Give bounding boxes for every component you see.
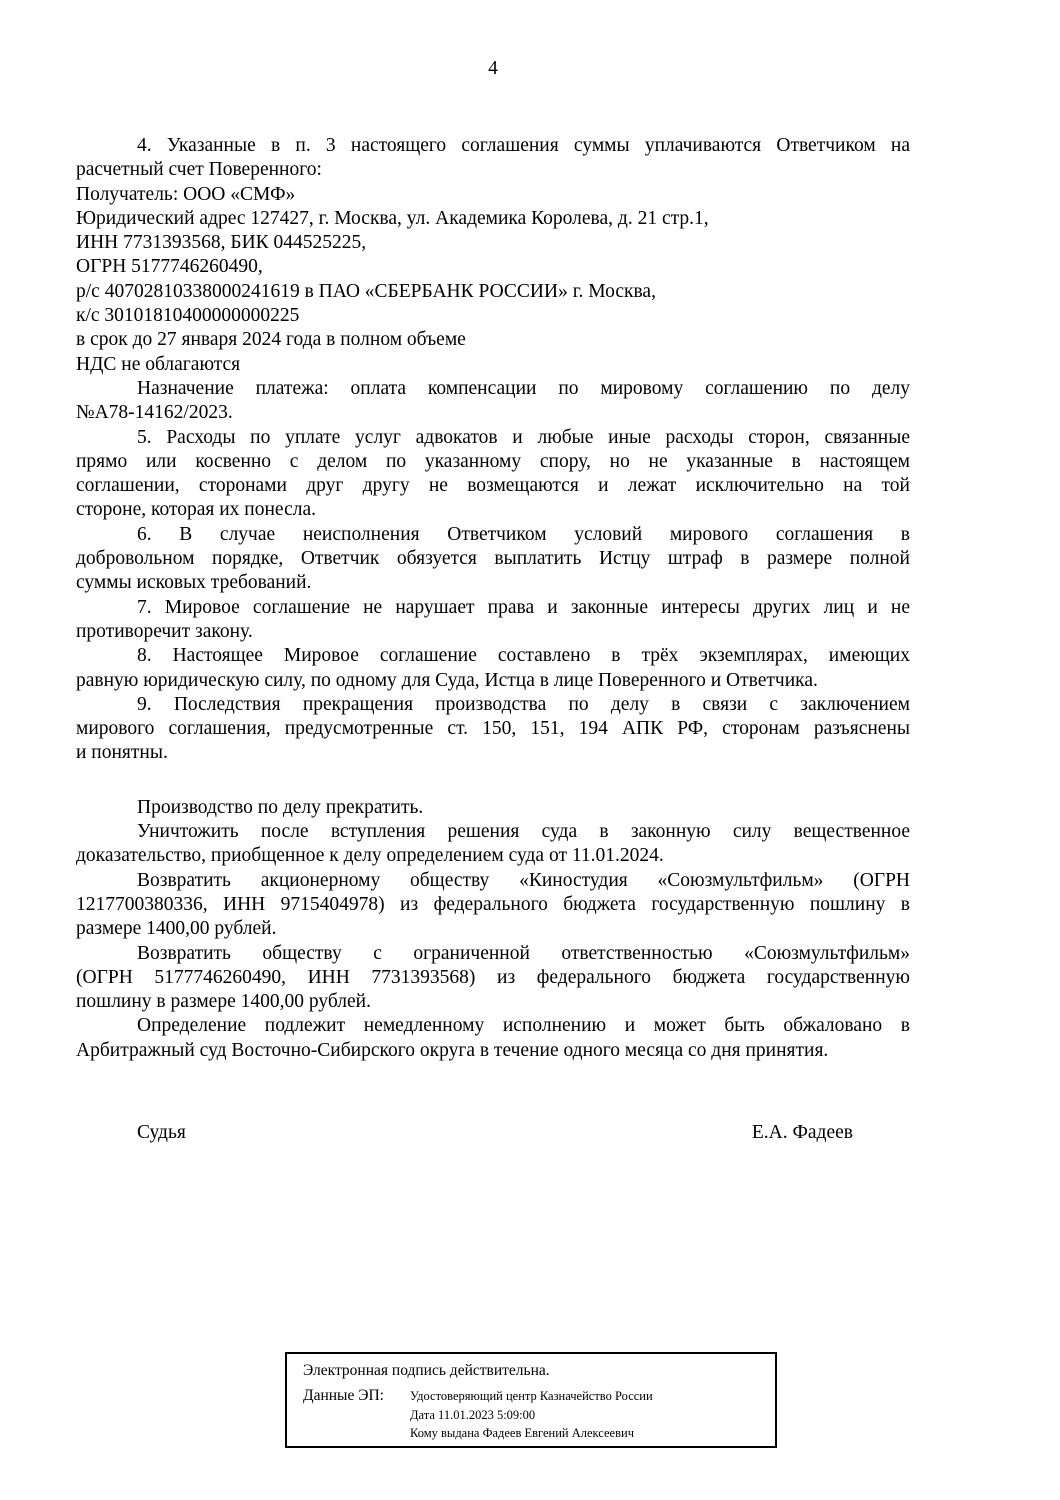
body-line: ИНН 7731393568, БИК 044525225, [76,232,367,254]
electronic-signature-stamp [285,1352,777,1448]
body-line: пошлину в размере 1400,00 рублей. [76,991,371,1013]
body-line: (ОГРН 5177746260490, ИНН 7731393568) из федерального бюджета государственную [76,966,910,988]
body-line: 4. Указанные в п. 3 настоящего соглашения суммы уплачиваются Ответчиком на [137,135,910,156]
body-line: 9. Последствия прекращения производства по делу в связи с заключением [137,693,910,715]
body-line: Получатель: ООО «СМФ» [76,183,296,205]
body-line: соглашении, сторонами друг другу не возмещаются и лежат исключительно на той [76,475,910,497]
body-line: Возвратить обществу с ограниченной ответственностью «Союзмультфильм» [137,942,910,964]
body-line: 6. В случае неисполнения Ответчиком условий мирового соглашения в [137,523,910,545]
body-line: р/с 40702810338000241619 в ПАО «СБЕРБАНК РОССИИ» г. Москва, [76,280,656,302]
body-line: в срок до 27 января 2024 года в полном объеме [76,329,466,351]
body-line: и понятны. [76,742,168,764]
stamp-detail-date: Дата 11.01.2023 5:09:00 [410,1407,536,1422]
body-line: ОГРН 5177746260490, [76,256,263,278]
body-line: доказательство, приобщенное к делу определением суда от 11.01.2024. [76,845,664,867]
stamp-data-row [303,1387,775,1443]
stamp-data-label: Данные ЭП: [303,1387,384,1404]
stamp-detail-issued-to: Кому выдана Фадеев Евгений Алексеевич [410,1426,634,1441]
signature-row [76,1122,910,1144]
paragraph-gap [76,766,910,796]
body-line: НДС не облагаются [76,353,241,375]
stamp-details [410,1387,653,1443]
body-line: №А78-14162/2023. [76,402,233,424]
body-line: 7. Мировое соглашение не нарушает права и законные интересы других лиц и не [137,596,910,618]
body-line: 5. Расходы по уплате услуг адвокатов и любые иные расходы сторон, связанные [137,426,910,448]
body-line: добровольном порядке, Ответчик обязуется выплатить Истцу штраф в размере полной [76,548,910,570]
stamp-detail-authority: Удостоверяющий центр Казначейство России [410,1389,653,1403]
body-line: Арбитражный суд Восточно-Сибирского округа в течение одного месяца со дня принятия. [76,1039,829,1061]
body-line: размере 1400,00 рублей. [76,918,277,940]
body-line: 1217700380336, ИНН 9715404978) из федерального бюджета государственную пошлину в [76,893,910,915]
body-line: равную юридическую силу, по одному для Суда, Истца в лице Поверенного и Ответчика. [76,669,818,691]
body-line: мирового соглашения, предусмотренные ст. 150, 151, 194 АПК РФ, сторонам разъяснены [76,718,910,740]
body-line: стороне, которая их понесла. [76,499,316,521]
signature-judge-label: Судья [137,1122,186,1143]
body-line: 8. Настоящее Мировое соглашение составлено в трёх экземплярах, имеющих [137,645,910,667]
body-line: Возвратить акционерному обществу «Киностудия «Союзмультфильм» (ОГРН [137,869,910,891]
body-line: к/с 30101810400000000225 [76,305,300,327]
body-line: Определение подлежит немедленному исполнению и может быть обжаловано в [137,1015,910,1037]
body-line: прямо или косвенно с делом по указанному спору, но не указанные в настоящем [76,450,910,472]
body-line: Уничтожить после вступления решения суда в законную силу вещественное [137,821,910,843]
stamp-validity-text: Электронная подпись действительна. [303,1362,550,1379]
document-body [76,134,910,1063]
signature-judge-name: Е.А. Фадеев [751,1122,853,1143]
body-line: противоречит закону. [76,620,253,642]
body-line: Юридический адрес 127427, г. Москва, ул. Академика Королева, д. 21 стр.1, [76,207,709,229]
body-line: суммы исковых требований. [76,572,312,594]
body-line: Производство по делу прекратить. [137,796,424,818]
page-number: 4 [488,58,498,79]
body-line: расчетный счет Поверенного: [76,159,322,181]
body-line: Назначение платежа: оплата компенсации по мировому соглашению по делу [137,377,910,399]
